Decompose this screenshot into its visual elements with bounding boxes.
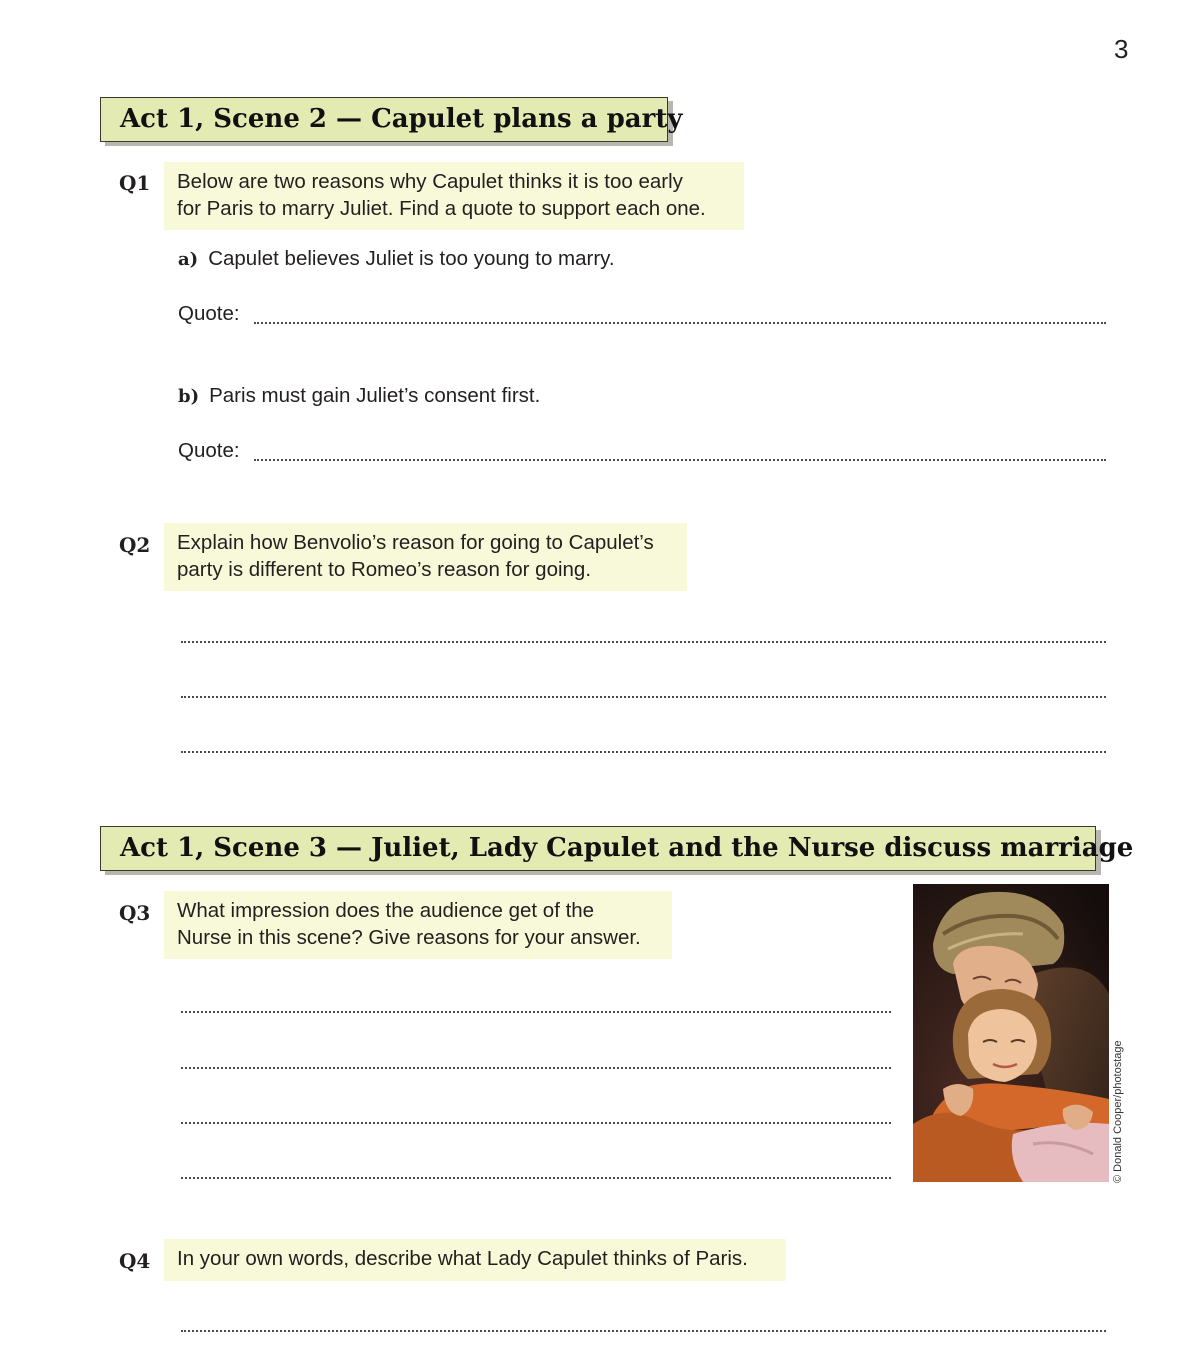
question-text-line: In your own words, describe what Lady Capulet thinks of Paris. [177, 1247, 748, 1270]
subquestion-b-label: b) [178, 386, 200, 407]
answer-line-q3-2[interactable] [181, 1066, 891, 1069]
page-number: 3 [1114, 34, 1129, 64]
nurse-and-juliet-photo [913, 884, 1109, 1182]
answer-line-q1b[interactable] [254, 458, 1106, 461]
answer-line-q3-1[interactable] [181, 1010, 891, 1013]
answer-line-q2-3[interactable] [181, 750, 1106, 753]
question-number-q3: Q3 [119, 901, 151, 925]
section-header-scene-3: Act 1, Scene 3 — Juliet, Lady Capulet and the Nurse discuss marriage [100, 826, 1096, 871]
quote-label-b: Quote: [178, 439, 240, 462]
question-text-line: What impression does the audience get of the [177, 899, 595, 922]
question-text-line: Nurse in this scene? Give reasons for your answer. [177, 926, 641, 949]
subquestion-b [178, 384, 540, 408]
question-text-line: Below are two reasons why Capulet thinks it is too early [177, 170, 683, 193]
quote-label-a: Quote: [178, 302, 240, 325]
answer-line-q2-2[interactable] [181, 695, 1106, 698]
subquestion-b-text: Paris must gain Juliet’s consent first. [209, 384, 541, 407]
answer-line-q2-1[interactable] [181, 640, 1106, 643]
question-number-q1: Q1 [119, 171, 151, 195]
section-header-scene-2: Act 1, Scene 2 — Capulet plans a party [100, 97, 668, 142]
question-box-q3 [164, 891, 672, 959]
question-text-line: Explain how Benvolio’s reason for going to Capulet’s [177, 531, 654, 554]
answer-line-q1a[interactable] [254, 321, 1106, 324]
subquestion-a-label: a) [178, 249, 199, 270]
photo-credit: © Donald Cooper/photostage [1112, 1040, 1124, 1183]
answer-line-q3-3[interactable] [181, 1121, 891, 1124]
question-box-q2 [164, 523, 687, 591]
question-box-q4 [164, 1239, 786, 1281]
question-box-q1 [164, 162, 744, 230]
question-text-line: party is different to Romeo’s reason for going. [177, 558, 592, 581]
answer-line-q3-4[interactable] [181, 1176, 891, 1179]
subquestion-a [178, 247, 615, 271]
question-number-q4: Q4 [119, 1249, 151, 1273]
photo-illustration [913, 884, 1109, 1182]
question-number-q2: Q2 [119, 533, 151, 557]
question-text-line: for Paris to marry Juliet. Find a quote to support each one. [177, 197, 706, 220]
answer-line-q4-1[interactable] [181, 1329, 1106, 1332]
subquestion-a-text: Capulet believes Juliet is too young to marry. [208, 247, 615, 270]
